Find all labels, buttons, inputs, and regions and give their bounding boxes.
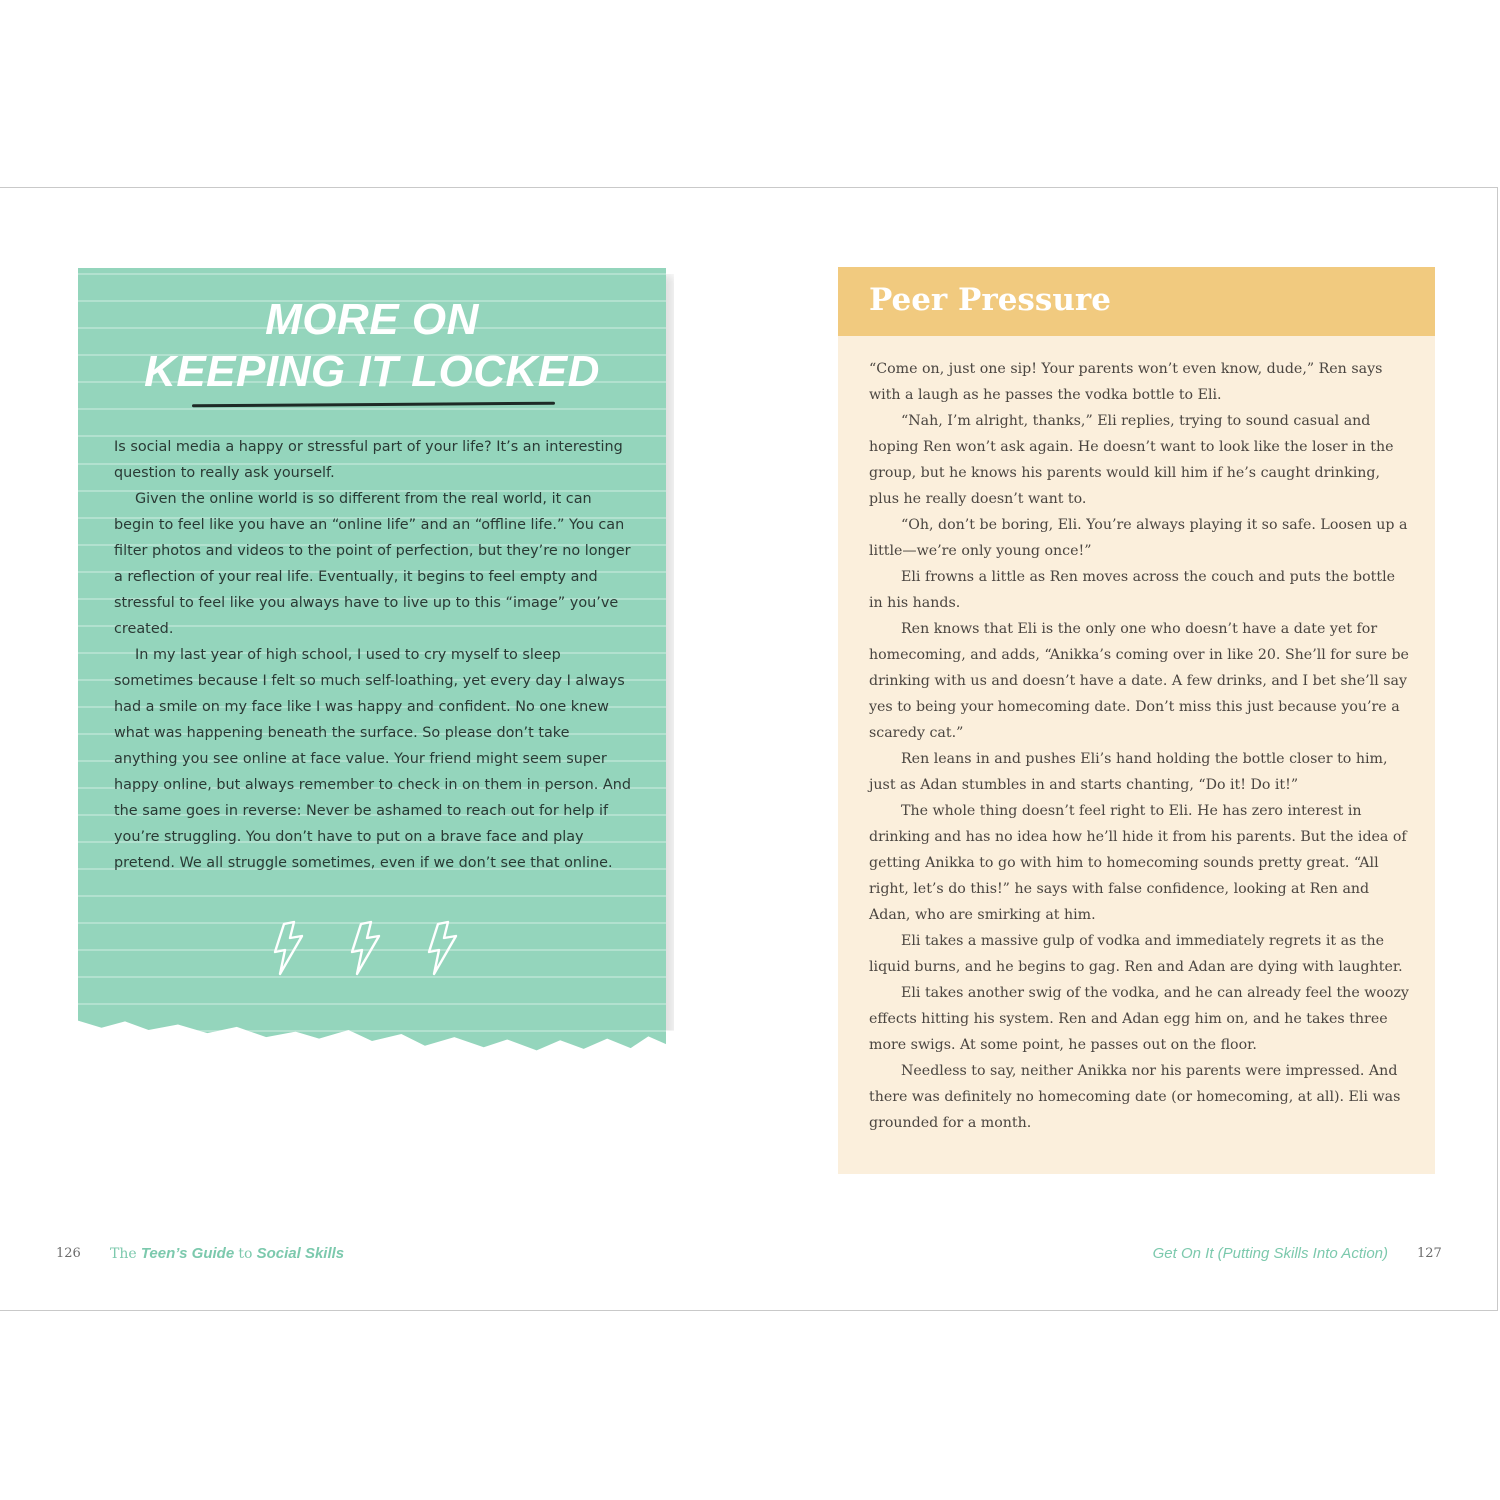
sidebar-title-line1: MORE ON — [265, 295, 479, 344]
right-running-title: Get On It (Putting Skills Into Action) — [1152, 1245, 1388, 1262]
sidebar-paragraph: Given the online world is so different from the real world, it can begin to feel like you have an “online life” and an “offline life.” You can filter photos and videos to the point of perfection, but they’re no longer a reflection of your real life. Eventually, it begins to feel empty and stressful to feel like you always have to live up to this “image” you’ve created. — [114, 491, 631, 637]
lightning-bolt-icon — [270, 920, 306, 976]
story-paragraph: Needless to say, neither Anikka nor his parents were impressed. And there was definitely no homecoming date (or homecoming, at all). Eli was grounded for a month. — [869, 1063, 1401, 1131]
story-paragraph: Ren leans in and pushes Eli’s hand holding the bottle closer to him, just as Adan stumbles in and starts chanting, “Do it! Do it!” — [869, 751, 1388, 793]
story-paragraph: Ren knows that Eli is the only one who doesn’t have a date yet for homecoming, and adds, “Anikka’s coming over in like 20. She’ll for sure be drinking with us and doesn’t have a date. A few drinks, and I bet she’ll say yes to being your homecoming date. Don’t miss this just because you’re a scaredy cat.” — [869, 621, 1409, 741]
story-paragraph: Eli takes another swig of the vodka, and he can already feel the woozy effects hitting his system. Ren and Adan egg him on, and he takes three more swigs. At some point, he passes out on the floor. — [869, 985, 1409, 1053]
left-running-title — [110, 1243, 344, 1265]
story-paragraph: The whole thing doesn’t feel right to Eli. He has zero interest in drinking and has no idea how he’ll hide it from his parents. But the idea of getting Anikka to go with him to homecoming sounds pretty great. “All right, let’s do this!” he says with false confidence, looking at Ren and Adan, who are smirking at him. — [869, 803, 1407, 923]
story-paragraph: “Nah, I’m alright, thanks,” Eli replies, trying to sound casual and hoping Ren won’t ask again. He doesn’t want to look like the loser in the group, but he knows his parents would kill him if he’s caught drinking, plus he really doesn’t want to. — [869, 413, 1394, 507]
lightning-decoration — [270, 920, 470, 980]
story-paragraph: “Come on, just one sip! Your parents won’t even know, dude,” Ren says with a laugh as he passes the vodka bottle to Eli. — [869, 361, 1383, 403]
story-body — [869, 356, 1409, 1136]
runner-to: to — [238, 1246, 253, 1262]
lightning-bolt-icon — [347, 920, 383, 976]
story-paragraph: Eli frowns a little as Ren moves across the couch and puts the bottle in his hands. — [869, 569, 1396, 611]
story-paragraph: Eli takes a massive gulp of vodka and immediately regrets it as the liquid burns, and he begins to gag. Ren and Adan are dying with laughter. — [869, 933, 1403, 975]
runner-teens-guide: Teen’s Guide — [140, 1245, 235, 1262]
story-paragraph: “Oh, don’t be boring, Eli. You’re always playing it so safe. Loosen up a little—we’re only young once!” — [869, 517, 1408, 559]
sidebar-body — [114, 434, 634, 876]
sidebar-paragraph: Is social media a happy or stressful part of your life? It’s an interesting question to really ask yourself. — [114, 439, 623, 481]
story-title: Peer Pressure — [869, 282, 1111, 318]
runner-the: The — [110, 1246, 137, 1262]
runner-social-skills: Social Skills — [256, 1245, 345, 1262]
lightning-bolt-icon — [424, 920, 460, 976]
sidebar-paragraph: In my last year of high school, I used to cry myself to sleep sometimes because I felt so much self-loathing, yet every day I always had a smile on my face like I was happy and confident. No one knew what was happening beneath the surface. So please don’t take anything you see online at face value. Your friend might seem super happy online, but always remember to check in on them in person. And the same goes in reverse: Never be ashamed to reach out for help if you’re struggling. You don’t have to put on a brave face and play pretend. We all struggle sometimes, even if we don’t see that online. — [114, 647, 632, 871]
right-page-number: 127 — [1417, 1246, 1442, 1261]
sidebar-title-line2: KEEPING IT LOCKED — [144, 347, 600, 396]
left-page-number: 126 — [56, 1246, 81, 1261]
